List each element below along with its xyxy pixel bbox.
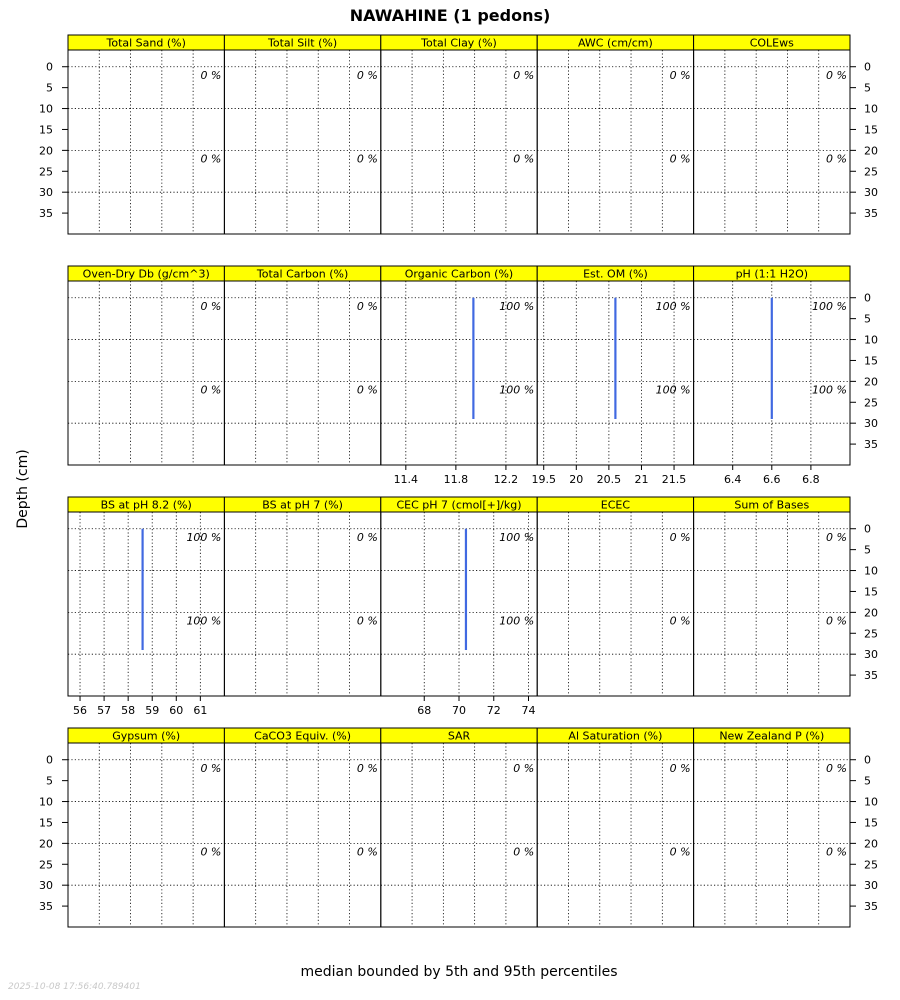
pct-contributing-label: 0 % xyxy=(669,152,691,166)
pct-contributing-label: 100 % xyxy=(499,531,535,545)
x-tick-label: 70 xyxy=(452,704,466,717)
panel-title: AWC (cm/cm) xyxy=(578,36,653,50)
depth-tick-label: 25 xyxy=(864,165,878,179)
pct-contributing-label: 100 % xyxy=(186,531,222,545)
depth-tick-label: 30 xyxy=(864,186,878,200)
pct-contributing-label: 0 % xyxy=(826,531,847,545)
x-tick-label: 21.5 xyxy=(661,473,687,486)
depth-tick-label: 0 xyxy=(46,753,53,767)
pct-contributing-label: 0 % xyxy=(513,152,535,166)
depth-tick-label: 35 xyxy=(864,669,878,683)
pct-contributing-label: 100 % xyxy=(499,300,535,314)
depth-tick-label: 15 xyxy=(864,585,878,599)
pct-contributing-label: 0 % xyxy=(669,531,691,545)
pct-contributing-label: 0 % xyxy=(826,762,847,776)
depth-tick-label: 15 xyxy=(864,123,878,137)
depth-tick-label: 15 xyxy=(864,816,878,830)
depth-tick-label: 20 xyxy=(864,144,878,158)
panel-title: SAR xyxy=(447,729,471,743)
panel-title: Total Carbon (%) xyxy=(256,267,349,281)
x-tick-label: 56 xyxy=(73,704,88,717)
panel-title: Total Silt (%) xyxy=(268,36,338,50)
x-tick-label: 6.8 xyxy=(802,473,820,486)
depth-tick-label: 20 xyxy=(864,375,878,389)
x-tick-label: 58 xyxy=(121,704,136,717)
pct-contributing-label: 0 % xyxy=(200,69,222,83)
chart-caption: median bounded by 5th and 95th percentiles xyxy=(300,964,618,980)
timestamp: 2025-10-08 17:56:40.789401 xyxy=(8,982,141,992)
depth-tick-label: 35 xyxy=(864,207,878,221)
depth-tick-label: 15 xyxy=(39,816,53,830)
depth-tick-label: 20 xyxy=(864,837,878,851)
depth-tick-label: 35 xyxy=(864,438,878,452)
x-tick-label: 57 xyxy=(97,704,112,717)
x-tick-label: 6.6 xyxy=(763,473,781,486)
x-tick-label: 6.4 xyxy=(723,473,742,486)
depth-tick-label: 5 xyxy=(864,774,871,788)
pct-contributing-label: 0 % xyxy=(200,152,222,166)
depth-tick-label: 20 xyxy=(39,144,53,158)
pct-contributing-label: 100 % xyxy=(655,300,691,314)
panel-title: New Zealand P (%) xyxy=(719,729,825,743)
pct-contributing-label: 100 % xyxy=(186,614,222,628)
x-tick-label: 11.4 xyxy=(393,473,419,486)
depth-tick-label: 10 xyxy=(39,102,53,116)
x-tick-label: 21 xyxy=(634,473,649,486)
y-axis-label: Depth (cm) xyxy=(15,449,31,529)
depth-tick-label: 20 xyxy=(39,837,53,851)
depth-tick-label: 5 xyxy=(864,543,871,557)
depth-tick-label: 15 xyxy=(39,123,53,137)
depth-tick-label: 25 xyxy=(864,858,878,872)
panel-title: Gypsum (%) xyxy=(112,729,181,743)
x-tick-label: 60 xyxy=(169,704,184,717)
panel-title: Organic Carbon (%) xyxy=(404,267,514,281)
pct-contributing-label: 100 % xyxy=(499,383,535,397)
pct-contributing-label: 0 % xyxy=(356,531,378,545)
panel-title: CEC pH 7 (cmol[+]/kg) xyxy=(396,498,522,512)
depth-tick-label: 0 xyxy=(864,60,871,74)
x-tick-label: 59 xyxy=(145,704,160,717)
depth-tick-label: 30 xyxy=(864,648,878,662)
pct-contributing-label: 0 % xyxy=(356,300,378,314)
depth-tick-label: 10 xyxy=(864,102,878,116)
depth-tick-label: 35 xyxy=(39,900,53,914)
depth-tick-label: 30 xyxy=(864,417,878,431)
pct-contributing-label: 0 % xyxy=(669,614,691,628)
pct-contributing-label: 0 % xyxy=(356,762,378,776)
depth-tick-label: 10 xyxy=(864,564,878,578)
depth-tick-label: 0 xyxy=(46,60,53,74)
pct-contributing-label: 0 % xyxy=(513,762,535,776)
pct-contributing-label: 0 % xyxy=(356,845,378,859)
depth-tick-label: 30 xyxy=(39,186,53,200)
chart-title: NAWAHINE (1 pedons) xyxy=(349,6,551,25)
pct-contributing-label: 100 % xyxy=(812,383,847,397)
pct-contributing-label: 0 % xyxy=(513,69,535,83)
depth-tick-label: 25 xyxy=(864,627,878,641)
x-tick-label: 20 xyxy=(569,473,584,486)
pct-contributing-label: 0 % xyxy=(669,69,691,83)
pct-contributing-label: 100 % xyxy=(812,300,847,314)
pct-contributing-label: 0 % xyxy=(200,383,222,397)
pct-contributing-label: 0 % xyxy=(669,762,691,776)
x-tick-label: 72 xyxy=(486,704,501,717)
pct-contributing-label: 0 % xyxy=(356,383,378,397)
x-tick-label: 74 xyxy=(521,704,536,717)
pct-contributing-label: 0 % xyxy=(826,614,847,628)
panel-title: BS at pH 7 (%) xyxy=(262,498,343,512)
panel-grid xyxy=(39,35,878,927)
panel-title: Est. OM (%) xyxy=(583,267,648,281)
depth-tick-label: 25 xyxy=(864,396,878,410)
depth-tick-label: 30 xyxy=(39,879,53,893)
panel-title: Oven-Dry Db (g/cm^3) xyxy=(82,267,210,281)
x-tick-label: 61 xyxy=(193,704,208,717)
panel-title: CaCO3 Equiv. (%) xyxy=(254,729,352,743)
pct-contributing-label: 0 % xyxy=(200,300,222,314)
depth-tick-label: 15 xyxy=(864,354,878,368)
depth-tick-label: 0 xyxy=(864,291,871,305)
panel-title: Sum of Bases xyxy=(734,498,810,512)
depth-tick-label: 25 xyxy=(39,165,53,179)
depth-tick-label: 35 xyxy=(864,900,878,914)
panel-title: pH (1:1 H2O) xyxy=(735,267,809,281)
pct-contributing-label: 100 % xyxy=(655,383,691,397)
x-tick-label: 19.5 xyxy=(531,473,556,486)
pct-contributing-label: 0 % xyxy=(200,762,222,776)
pct-contributing-label: 0 % xyxy=(356,152,378,166)
depth-tick-label: 10 xyxy=(39,795,53,809)
pct-contributing-label: 0 % xyxy=(200,845,222,859)
depth-tick-label: 0 xyxy=(864,522,871,536)
pct-contributing-label: 0 % xyxy=(826,845,847,859)
x-tick-label: 12.2 xyxy=(493,473,519,486)
pct-contributing-label: 0 % xyxy=(513,845,535,859)
pct-contributing-label: 0 % xyxy=(669,845,691,859)
depth-tick-label: 5 xyxy=(46,81,53,95)
x-tick-label: 20.5 xyxy=(596,473,622,486)
panel-title: Total Sand (%) xyxy=(106,36,186,50)
pct-contributing-label: 0 % xyxy=(826,69,847,83)
panel-title: COLEws xyxy=(749,36,794,50)
panel-title: Total Clay (%) xyxy=(421,36,497,50)
x-tick-label: 11.8 xyxy=(443,473,469,486)
depth-tick-label: 35 xyxy=(39,207,53,221)
panel-title: ECEC xyxy=(600,498,631,512)
pct-contributing-label: 0 % xyxy=(356,69,378,83)
x-tick-label: 68 xyxy=(417,704,432,717)
pct-contributing-label: 0 % xyxy=(826,152,847,166)
depth-tick-label: 10 xyxy=(864,795,878,809)
depth-tick-label: 10 xyxy=(864,333,878,347)
depth-tick-label: 25 xyxy=(39,858,53,872)
depth-tick-label: 5 xyxy=(864,312,871,326)
panel-title: BS at pH 8.2 (%) xyxy=(100,498,192,512)
depth-tick-label: 5 xyxy=(46,774,53,788)
depth-tick-label: 0 xyxy=(864,753,871,767)
depth-tick-label: 5 xyxy=(864,81,871,95)
pct-contributing-label: 0 % xyxy=(356,614,378,628)
depth-tick-label: 20 xyxy=(864,606,878,620)
panel-title: Al Saturation (%) xyxy=(568,729,663,743)
depth-tick-label: 30 xyxy=(864,879,878,893)
pct-contributing-label: 100 % xyxy=(499,614,535,628)
